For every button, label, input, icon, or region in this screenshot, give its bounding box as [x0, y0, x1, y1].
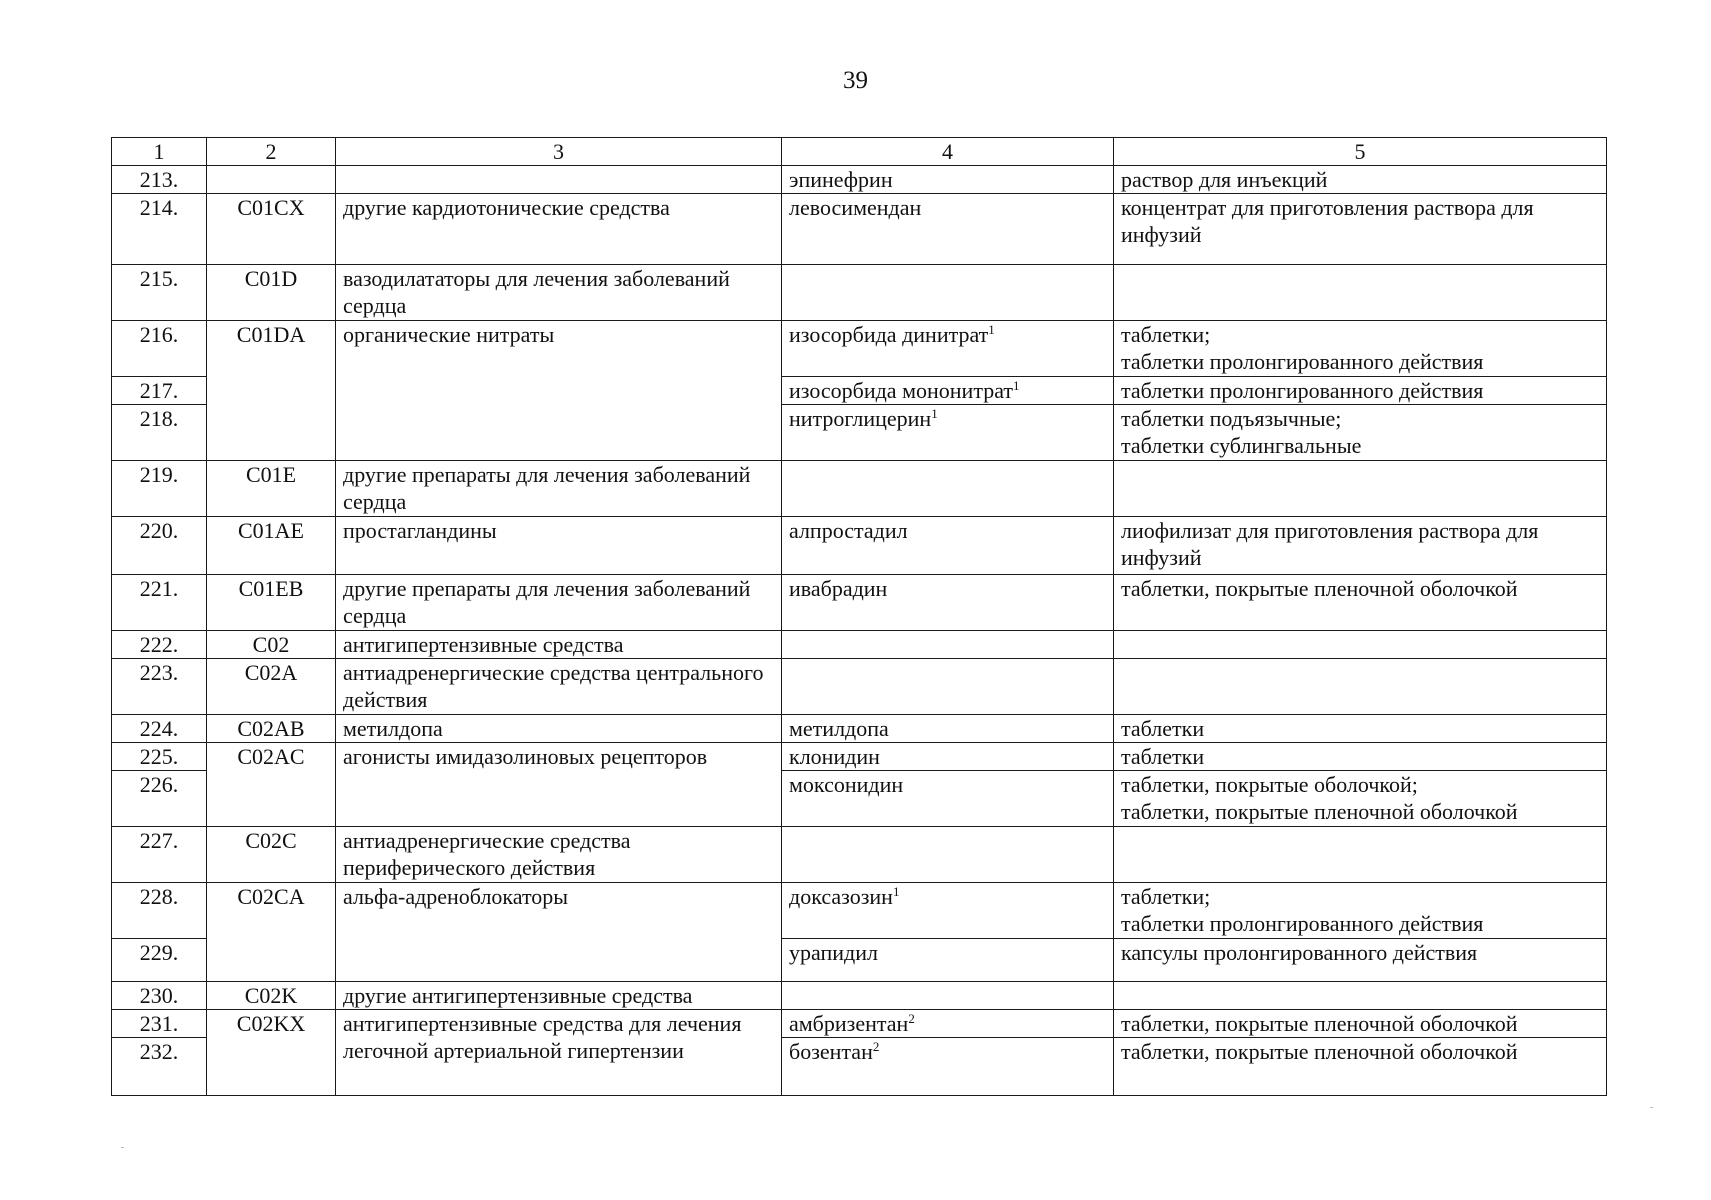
row-number-text: 220. [139, 518, 179, 543]
atc-code-text: C01E [245, 462, 297, 487]
drug-name [782, 517, 1114, 575]
row-number-text: 221. [139, 576, 179, 601]
header-cell: 3 [336, 138, 782, 166]
atc-code-text: C02KX [236, 1011, 306, 1036]
table-row [112, 265, 1607, 321]
atc-code [207, 166, 336, 194]
dosage-form [1114, 771, 1607, 827]
atc-group [336, 461, 782, 517]
row-number [112, 194, 207, 265]
drug-name [782, 1010, 1114, 1038]
dosage-form-text: таблетки, покрытые пленочной оболочкой [1121, 1039, 1518, 1064]
row-number-text: 224. [139, 716, 179, 741]
drug-name [782, 771, 1114, 827]
row-number [112, 321, 207, 377]
page-number: 39 [843, 67, 868, 94]
drug-name-text: левосимендан [789, 195, 922, 220]
dosage-form [1114, 659, 1607, 715]
atc-code-text: C01EB [238, 576, 304, 601]
atc-code-text: C02AB [237, 716, 305, 741]
atc-code [207, 517, 336, 575]
drug-name-text: эпинефрин [789, 167, 893, 192]
atc-group [336, 575, 782, 631]
table-row [112, 166, 1607, 194]
row-number-text: 222. [139, 632, 179, 657]
row-number [112, 771, 207, 827]
atc-group-text: другие препараты для лечения заболеваний сердца [343, 576, 751, 628]
table-row [112, 743, 1607, 771]
table-row [112, 517, 1607, 575]
drug-name [782, 405, 1114, 461]
dosage-form-text: таблетки [1121, 716, 1205, 741]
dosage-form-text: концентрат для приготовления раствора для инфузий [1121, 195, 1534, 247]
drug-name-text: изосорбида динитрат [789, 322, 989, 347]
drug-name-text: нитроглицерин [789, 406, 932, 431]
dosage-form [1114, 575, 1607, 631]
row-number-text: 232. [139, 1039, 179, 1064]
row-number-text: 225. [139, 744, 179, 769]
dosage-form [1114, 517, 1607, 575]
atc-code [207, 715, 336, 743]
row-number-text: 217. [139, 378, 179, 403]
drug-name [782, 461, 1114, 517]
header-row [112, 138, 1607, 166]
atc-group-text: антигипертензивные средства [343, 632, 624, 657]
atc-code-text: C02 [252, 632, 290, 657]
atc-group [336, 321, 782, 461]
row-number-text: 226. [139, 772, 179, 797]
table-row [112, 982, 1607, 1010]
atc-code-text: C01AE [238, 518, 304, 543]
row-number-text: 223. [139, 660, 179, 685]
table-row [112, 883, 1607, 939]
atc-group [336, 194, 782, 265]
dosage-form-text: раствор для инъекций [1121, 167, 1328, 192]
drug-name-text: моксонидин [789, 772, 904, 797]
dosage-form [1114, 321, 1607, 377]
drug-name [782, 631, 1114, 659]
drug-name-text: ивабрадин [789, 576, 888, 601]
dosage-form-text: таблетки подъязычные; таблетки сублингвальные [1121, 406, 1362, 458]
header-cell: 1 [112, 138, 207, 166]
atc-code [207, 827, 336, 883]
drug-name-text: алпростадил [789, 518, 908, 543]
atc-code-text: C02C [245, 828, 297, 853]
atc-group [336, 631, 782, 659]
dosage-form [1114, 265, 1607, 321]
atc-group-text: другие антигипертензивные средства [343, 983, 693, 1008]
table-body [112, 138, 1607, 1096]
row-number [112, 377, 207, 405]
atc-code-text: C01D [244, 266, 298, 291]
drug-name-text: бозентан [789, 1039, 873, 1064]
table-row [112, 659, 1607, 715]
drug-name [782, 939, 1114, 982]
atc-group [336, 982, 782, 1010]
row-number [112, 166, 207, 194]
dosage-form [1114, 377, 1607, 405]
table-row [112, 631, 1607, 659]
dosage-form [1114, 166, 1607, 194]
atc-code-text: C02K [244, 983, 298, 1008]
drug-name [782, 321, 1114, 377]
row-number [112, 743, 207, 771]
footnote-marker: 1 [988, 322, 995, 337]
row-number [112, 883, 207, 939]
dosage-form-text: таблетки [1121, 744, 1205, 769]
row-number [112, 1010, 207, 1038]
dosage-form-text: таблетки, покрытые оболочкой; таблетки, покрытые пленочной оболочкой [1121, 772, 1518, 824]
atc-code [207, 743, 336, 827]
atc-group [336, 715, 782, 743]
table-row [112, 194, 1607, 265]
table-row [112, 827, 1607, 883]
row-number-text: 218. [139, 406, 179, 431]
dosage-form [1114, 405, 1607, 461]
atc-code-text: C01DA [236, 322, 306, 347]
atc-code-text: C02CA [237, 884, 305, 909]
drug-name-text: клонидин [789, 744, 880, 769]
row-number [112, 659, 207, 715]
dosage-form [1114, 939, 1607, 982]
dosage-form-text: таблетки; таблетки пролонгированного действия [1121, 884, 1484, 936]
drug-name [782, 715, 1114, 743]
dosage-form-text: таблетки пролонгированного действия [1121, 378, 1484, 403]
footnote-marker: 2 [872, 1039, 880, 1054]
atc-code [207, 631, 336, 659]
atc-group [336, 743, 782, 827]
atc-group-text: метилдопа [343, 716, 443, 741]
row-number [112, 461, 207, 517]
atc-code [207, 194, 336, 265]
drug-name [782, 883, 1114, 939]
dosage-form [1114, 883, 1607, 939]
row-number-text: 230. [139, 983, 179, 1008]
atc-code-text: C02A [244, 660, 298, 685]
atc-group-text: антигипертензивные средства для лечения легочной артериальной гипертензии [343, 1011, 742, 1063]
header-cell: 4 [782, 138, 1114, 166]
table-row [112, 715, 1607, 743]
atc-code [207, 659, 336, 715]
atc-code [207, 575, 336, 631]
dosage-form [1114, 743, 1607, 771]
row-number-text: 214. [139, 195, 179, 220]
atc-code [207, 883, 336, 982]
footnote-marker: 1 [892, 884, 900, 899]
drug-name [782, 982, 1114, 1010]
row-number-text: 229. [139, 940, 179, 965]
dosage-form [1114, 982, 1607, 1010]
row-number [112, 982, 207, 1010]
footnote-marker: 1 [1013, 378, 1020, 393]
atc-code-text: C02AC [237, 744, 305, 769]
footnote-marker: 2 [908, 1011, 915, 1026]
dosage-form [1114, 631, 1607, 659]
row-number [112, 517, 207, 575]
atc-group-text: другие препараты для лечения заболеваний сердца [343, 462, 751, 514]
row-number [112, 265, 207, 321]
scan-speck [121, 1147, 124, 1148]
drug-name [782, 743, 1114, 771]
row-number-text: 215. [139, 266, 179, 291]
atc-group [336, 659, 782, 715]
row-number [112, 575, 207, 631]
atc-group-text: антиадренергические средства периферического действия [343, 828, 631, 880]
drug-name [782, 166, 1114, 194]
atc-code-text: C01CX [237, 195, 305, 220]
row-number [112, 1038, 207, 1096]
row-number-text: 227. [139, 828, 179, 853]
row-number [112, 939, 207, 982]
atc-group-text: альфа-адреноблокаторы [343, 884, 569, 909]
atc-group-text: агонисты имидазолиновых рецепторов [343, 744, 708, 769]
dosage-form-text: лиофилизат для приготовления раствора для инфузий [1121, 518, 1539, 570]
atc-group [336, 883, 782, 982]
row-number-text: 219. [139, 462, 179, 487]
header-cell: 5 [1114, 138, 1607, 166]
atc-group-text: другие кардиотонические средства [343, 195, 670, 220]
drug-name-text: амбризентан [789, 1011, 909, 1036]
row-number [112, 631, 207, 659]
atc-code [207, 321, 336, 461]
drug-name-text: изосорбида мононитрат [789, 378, 1014, 403]
row-number-text: 216. [139, 322, 179, 347]
dosage-form [1114, 827, 1607, 883]
dosage-form [1114, 1010, 1607, 1038]
row-number-text: 228. [139, 884, 179, 909]
atc-group-text: антиадренергические средства центрального действия [343, 660, 764, 712]
table-row [112, 1010, 1607, 1038]
atc-group [336, 517, 782, 575]
drug-name-text: доксазозин [789, 884, 893, 909]
atc-group [336, 827, 782, 883]
dosage-form-text: таблетки, покрытые пленочной оболочкой [1121, 1011, 1518, 1036]
row-number-text: 213. [139, 167, 179, 192]
medicines-table [111, 137, 1607, 1096]
drug-name [782, 1038, 1114, 1096]
atc-group [336, 1010, 782, 1096]
atc-group-text: простагландины [343, 518, 497, 543]
drug-name [782, 659, 1114, 715]
row-number [112, 715, 207, 743]
drug-name-text: урапидил [789, 940, 878, 965]
table-row [112, 575, 1607, 631]
row-number [112, 827, 207, 883]
dosage-form [1114, 1038, 1607, 1096]
dosage-form [1114, 715, 1607, 743]
atc-code [207, 461, 336, 517]
atc-code [207, 265, 336, 321]
table-row [112, 321, 1607, 377]
dosage-form [1114, 194, 1607, 265]
atc-code [207, 982, 336, 1010]
atc-group [336, 265, 782, 321]
drug-name [782, 265, 1114, 321]
drug-name [782, 827, 1114, 883]
drug-name-text: метилдопа [789, 716, 889, 741]
dosage-form-text: таблетки; таблетки пролонгированного действия [1121, 322, 1484, 374]
dosage-form-text: таблетки, покрытые пленочной оболочкой [1121, 576, 1518, 601]
table-row [112, 461, 1607, 517]
header-cell: 2 [207, 138, 336, 166]
atc-group [336, 166, 782, 194]
atc-code [207, 1010, 336, 1096]
dosage-form [1114, 461, 1607, 517]
dosage-form-text: капсулы пролонгированного действия [1121, 940, 1478, 965]
row-number-text: 231. [139, 1011, 179, 1036]
scan-speck [1650, 1107, 1653, 1108]
drug-name [782, 194, 1114, 265]
atc-group-text: вазодилататоры для лечения заболеваний сердца [343, 266, 730, 318]
drug-name [782, 377, 1114, 405]
atc-group-text: органические нитраты [343, 322, 555, 347]
row-number [112, 405, 207, 461]
drug-name [782, 575, 1114, 631]
footnote-marker: 1 [931, 406, 938, 421]
